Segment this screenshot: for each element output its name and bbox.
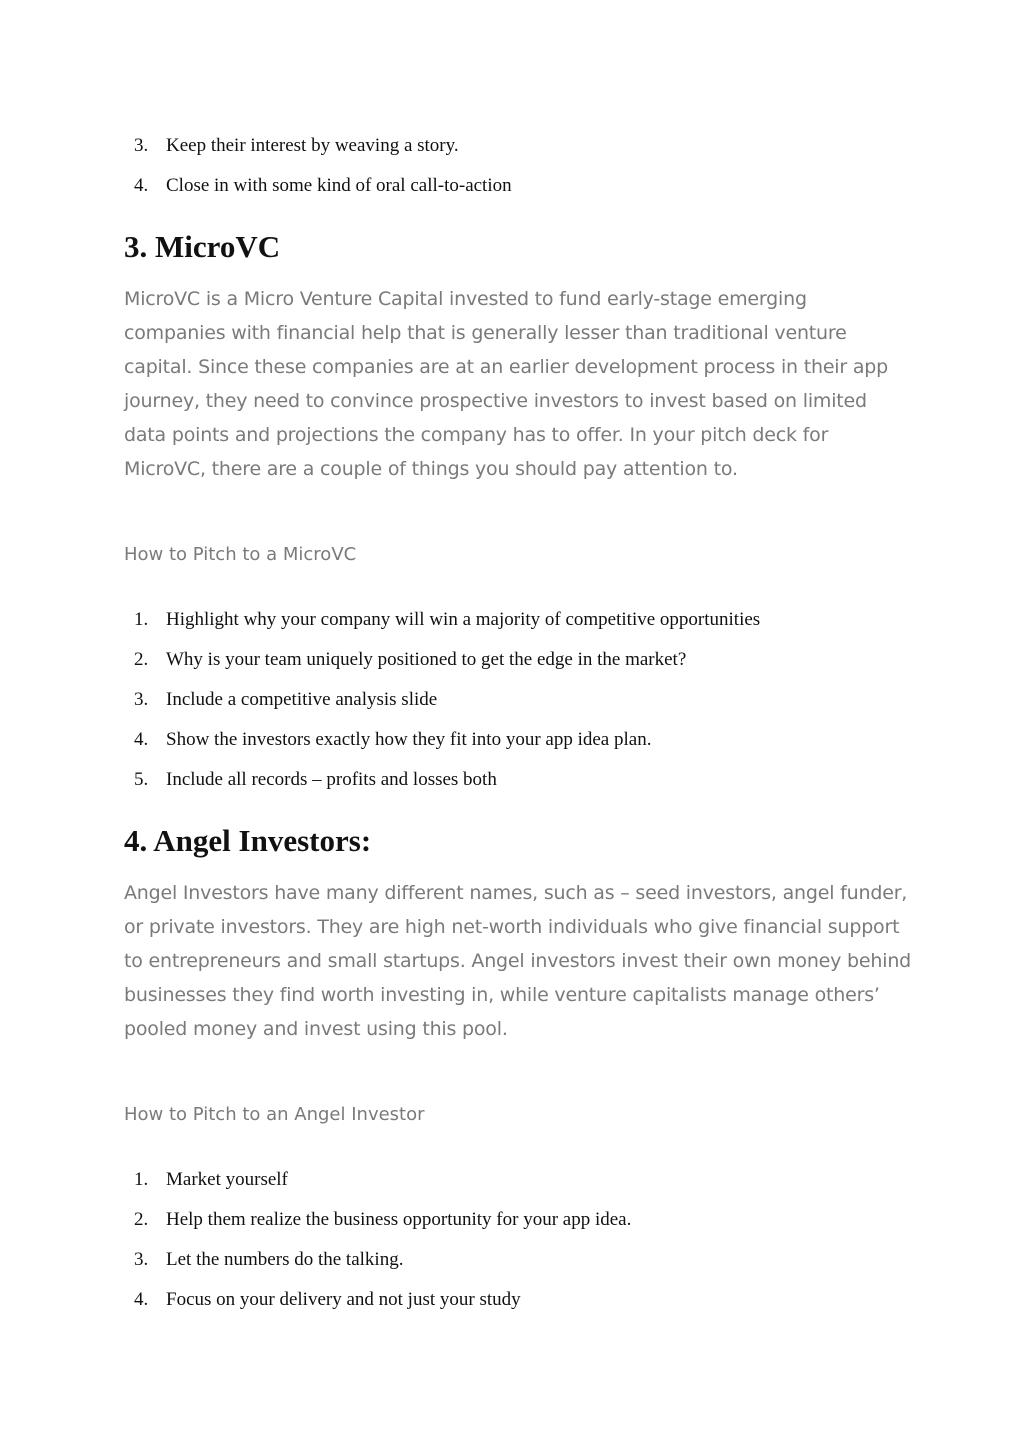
list-item-number: 1. <box>134 1169 149 1190</box>
list-item-number: 2. <box>134 649 149 670</box>
list-item-text: Close in with some kind of oral call-to-action <box>166 175 512 196</box>
list-item-text: Help them realize the business opportunity for your app idea. <box>166 1209 632 1230</box>
angel-paragraph: Angel Investors have many different names, such as – seed investors, angel funder, or private investors. They are high net-worth individuals who give financial support to entrepreneurs and small startups. Angel investors invest their own money behind businesses they find worth investing in, while venture capitalists manage others’ pooled money and invest using this pool. <box>124 882 912 1040</box>
section-heading-angel-investors: 4. Angel Investors: <box>124 823 372 858</box>
list-item-number: 4. <box>134 175 149 196</box>
list-item-number: 3. <box>134 135 149 156</box>
list-item-text: Include all records – profits and losses both <box>166 769 497 790</box>
list-item-number: 2. <box>134 1209 149 1230</box>
list-item-text: Show the investors exactly how they fit into your app idea plan. <box>166 729 652 750</box>
list-item-text: Keep their interest by weaving a story. <box>166 135 459 156</box>
section-heading-microvc: 3. MicroVC <box>124 229 281 264</box>
list-item-text: Highlight why your company will win a majority of competitive opportunities <box>166 609 761 630</box>
list-item-text: Market yourself <box>166 1169 288 1190</box>
list-item-text: Let the numbers do the talking. <box>166 1249 404 1270</box>
microvc-paragraph: MicroVC is a Micro Venture Capital invested to fund early-stage emerging companies with financial help that is generally lesser than traditional venture capital. Since these companies are at an earlier development process in their app journey, they need to convince prospective investors to invest based on limited data points and projections the company has to offer. In your pitch deck for MicroVC, there are a couple of things you should pay attention to. <box>124 288 889 480</box>
list-item-text: Why is your team uniquely positioned to get the edge in the market? <box>166 649 687 670</box>
list-item-text: Focus on your delivery and not just your study <box>166 1289 521 1310</box>
list-item-number: 3. <box>134 689 149 710</box>
list-item-number: 4. <box>134 729 149 750</box>
list-item-number: 1. <box>134 609 149 630</box>
microvc-subheading: How to Pitch to a MicroVC <box>124 544 357 565</box>
list-item-number: 4. <box>134 1289 149 1310</box>
angel-subheading: How to Pitch to an Angel Investor <box>124 1104 425 1125</box>
list-item-number: 3. <box>134 1249 149 1270</box>
list-item-text: Include a competitive analysis slide <box>166 689 438 710</box>
list-item-number: 5. <box>134 769 149 790</box>
